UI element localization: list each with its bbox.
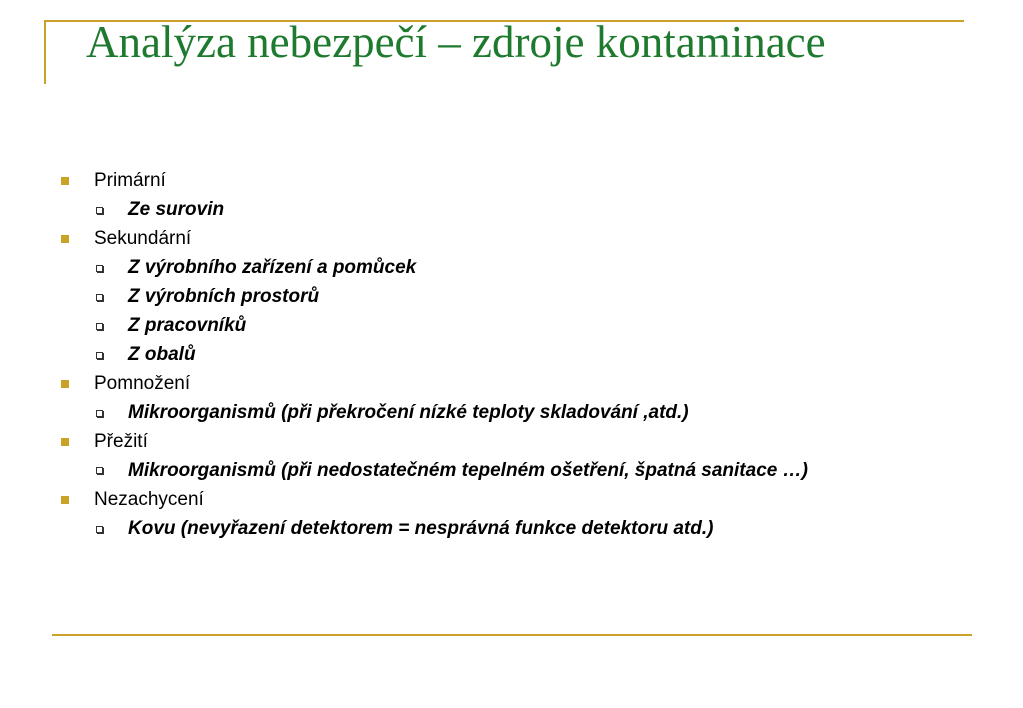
bottom-divider-line	[52, 634, 972, 636]
subbullet-label: Z obalů	[128, 344, 196, 365]
bullet-multiplication	[60, 369, 960, 398]
subbullet-label: Z výrobního zařízení a pomůcek	[128, 257, 417, 278]
subbullet-workers	[60, 311, 960, 340]
hollow-square-bullet-icon	[96, 265, 103, 272]
bullet-primary	[60, 166, 960, 195]
hollow-square-bullet-icon	[96, 294, 103, 301]
square-bullet-icon	[61, 496, 69, 504]
bullet-label: Primární	[94, 170, 166, 191]
hollow-square-bullet-icon	[96, 526, 103, 533]
subbullet-raw-materials	[60, 195, 960, 224]
hollow-square-bullet-icon	[96, 352, 103, 359]
subbullet-equipment	[60, 253, 960, 282]
bullet-secondary	[60, 224, 960, 253]
subbullet-metal-detector	[60, 514, 960, 543]
bullet-label: Nezachycení	[94, 489, 204, 510]
bullet-non-capture	[60, 485, 960, 514]
square-bullet-icon	[61, 438, 69, 446]
bullet-list	[60, 166, 960, 543]
hollow-square-bullet-icon	[96, 467, 103, 474]
subbullet-label: Mikroorganismů (při nedostatečném tepelném ošetření, špatná sanitace …)	[128, 460, 808, 481]
hollow-square-bullet-icon	[96, 323, 103, 330]
bullet-label: Přežití	[94, 431, 148, 452]
bullet-label: Pomnožení	[94, 373, 191, 394]
subbullet-heat-treatment	[60, 456, 960, 485]
hollow-square-bullet-icon	[96, 207, 103, 214]
square-bullet-icon	[61, 235, 69, 243]
left-accent-line	[44, 20, 46, 84]
subbullet-storage-temperature	[60, 398, 960, 427]
bullet-survival	[60, 427, 960, 456]
bullet-label: Sekundární	[94, 228, 192, 249]
square-bullet-icon	[61, 380, 69, 388]
subbullet-label: Z výrobních prostorů	[128, 286, 320, 307]
hollow-square-bullet-icon	[96, 410, 103, 417]
subbullet-packaging	[60, 340, 960, 369]
subbullet-premises	[60, 282, 960, 311]
subbullet-label: Kovu (nevyřazení detektorem = nesprávná funkce detektoru atd.)	[128, 518, 714, 539]
square-bullet-icon	[61, 177, 69, 185]
subbullet-label: Mikroorganismů (při překročení nízké teploty skladování ,atd.)	[128, 402, 689, 423]
slide-title: Analýza nebezpečí – zdroje kontaminace	[86, 17, 826, 67]
subbullet-label: Ze surovin	[128, 199, 225, 220]
subbullet-label: Z pracovníků	[128, 315, 247, 336]
